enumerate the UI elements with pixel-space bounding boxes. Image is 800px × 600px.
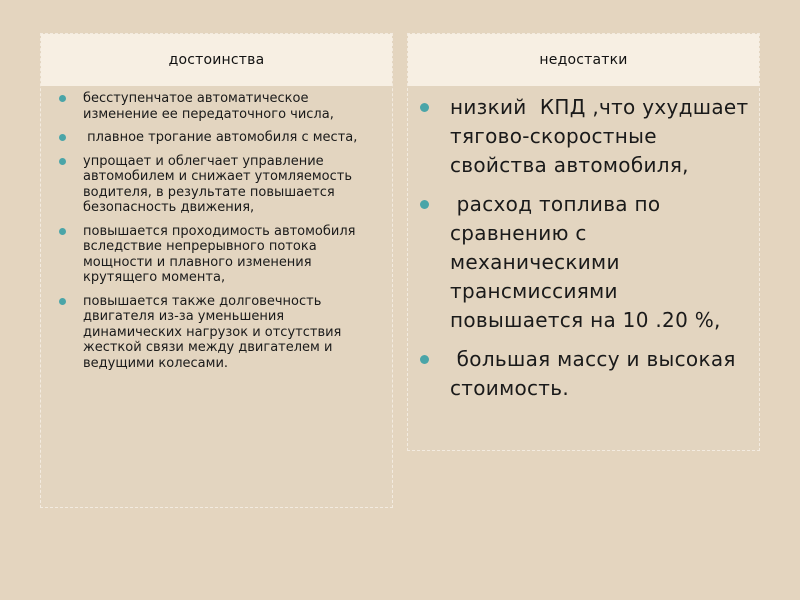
advantages-header: достоинства [41, 34, 392, 86]
list-item [59, 224, 382, 286]
list-item-text: низкий КПД ,что ухудшает тягово-скоростные свойства автомобиля, [450, 95, 756, 177]
list-item [59, 294, 382, 372]
bullet-icon [59, 134, 66, 141]
advantages-list [41, 86, 392, 371]
list-item [420, 190, 753, 335]
list-item [420, 93, 756, 180]
list-item-text: повышается также долговечность двигателя из-за уменьшения динамических нагрузок и отсутствия жесткой связи между двигателем и ведущими колесами. [83, 293, 346, 371]
list-item-text: бесступенчатое автоматическое изменение ее передаточного числа, [83, 91, 334, 122]
bullet-icon [420, 103, 429, 112]
list-item-text: упрощает и облегчает управление автомобилем и снижает утомляемость водителя, в результате повышается безопасность движения, [83, 153, 357, 215]
bullet-icon [59, 228, 66, 235]
list-item [59, 91, 382, 122]
bullet-icon [420, 200, 429, 209]
bullet-icon [59, 158, 66, 165]
disadvantages-list [408, 86, 759, 403]
list-item [59, 130, 382, 146]
advantages-panel [40, 33, 393, 508]
disadvantages-header: недостатки [408, 34, 759, 86]
list-item [420, 345, 753, 403]
list-item-text: расход топлива по сравнению с механическими трансмиссиями повышается на 10 .20 %, [450, 192, 721, 332]
list-item-text: большая массу и высокая стоимость. [450, 347, 743, 400]
list-item-text: повышается проходимость автомобиля вследствие непрерывного потока мощности и плавного изменения крутящего момента, [83, 223, 360, 285]
disadvantages-panel [407, 33, 760, 451]
bullet-icon [59, 95, 66, 102]
bullet-icon [420, 355, 429, 364]
bullet-icon [59, 298, 66, 305]
list-item [59, 154, 382, 216]
list-item-text: плавное трогание автомобиля с места, [83, 130, 358, 145]
